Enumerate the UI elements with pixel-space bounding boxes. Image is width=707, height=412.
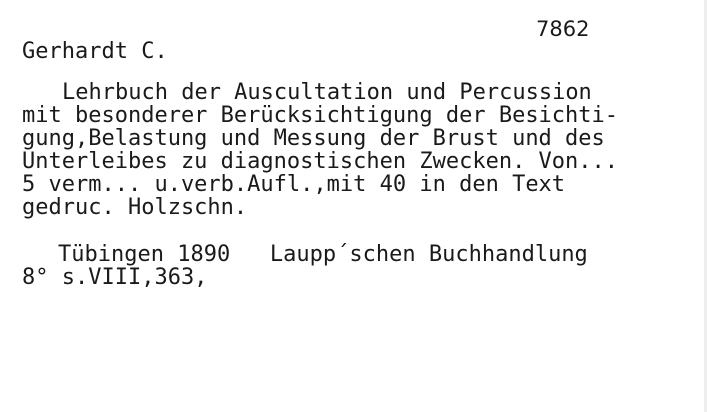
author-line: Gerhardt C. xyxy=(22,39,168,64)
title-line-5: 5 verm... u.verb.Aufl.,mit 40 in den Text xyxy=(22,172,566,197)
title-line-3: gung,Belastung und Messung der Brust und des xyxy=(22,126,605,151)
title-line-2: mit besonderer Berücksichtigung der Besichti- xyxy=(22,103,619,128)
imprint-line: Tübingen 1890 Laupp´schen Buchhandlung xyxy=(58,242,588,267)
catalog-number: 7862 xyxy=(536,17,590,41)
title-line-6: gedruc. Holzschn. xyxy=(22,195,248,220)
title-line-1: Lehrbuch der Auscultation und Percussion xyxy=(62,80,592,105)
collation-line: 8° s.VIII,363, xyxy=(22,265,208,290)
title-line-4: Unterleibes zu diagnostischen Zwecken. Von... xyxy=(22,149,619,174)
